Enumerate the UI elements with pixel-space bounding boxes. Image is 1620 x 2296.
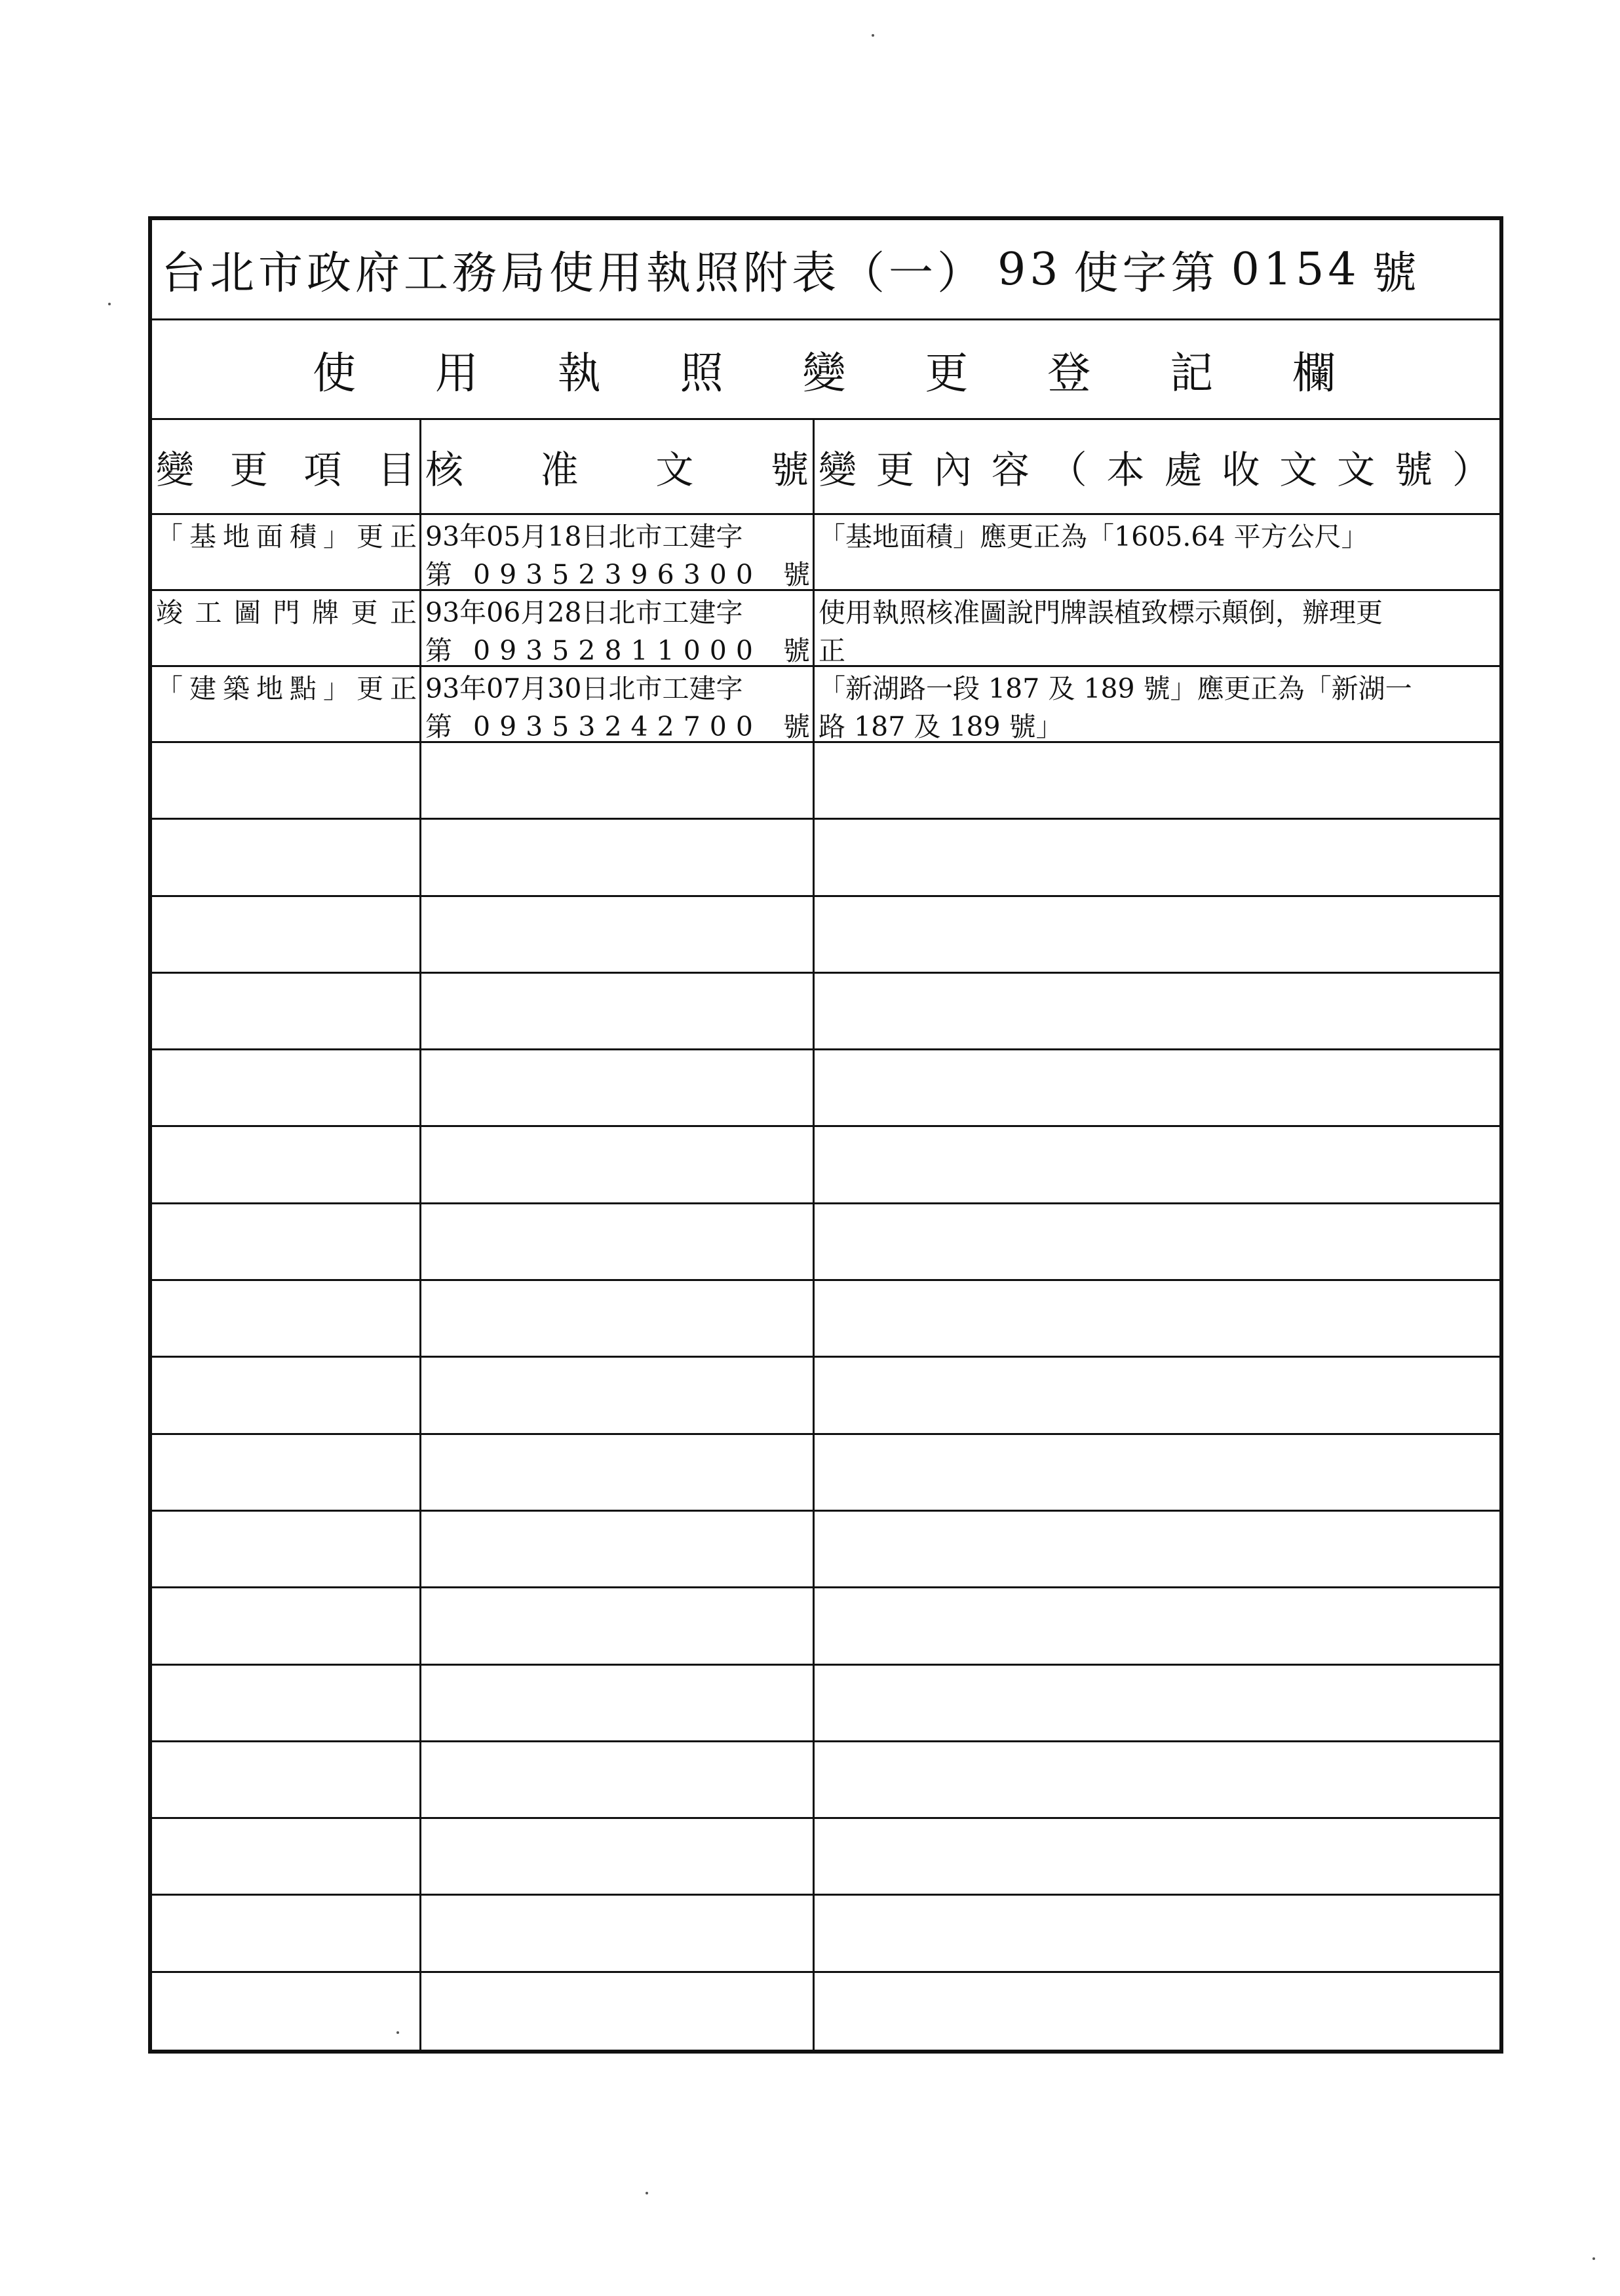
heading-char: 執 <box>557 348 601 398</box>
heading-char: 記 <box>1170 348 1214 398</box>
scan-speck <box>108 303 111 305</box>
empty-table-row <box>152 1204 1499 1281</box>
heading-char: 變 <box>802 348 846 398</box>
approval-date-line: 93年05月18日北市工建字 <box>425 521 743 552</box>
empty-cell <box>421 1896 815 1970</box>
header-char: 內 <box>933 448 972 492</box>
approval-date-line: 93年07月30日北市工建字 <box>425 673 743 704</box>
empty-cell <box>152 1204 421 1279</box>
empty-cell <box>421 1435 815 1510</box>
empty-cell <box>421 1819 815 1894</box>
table-header-row <box>152 420 1499 515</box>
empty-cell <box>815 1358 1499 1432</box>
empty-cell <box>152 1819 421 1894</box>
empty-cell <box>152 1973 421 2050</box>
empty-cell <box>815 1742 1499 1817</box>
approval-number: 09352811000 <box>473 635 762 665</box>
change-content-cell <box>815 591 1499 665</box>
empty-cell <box>815 1896 1499 1970</box>
empty-cell <box>815 1281 1499 1356</box>
empty-cell <box>815 1666 1499 1740</box>
change-item-cell: 「基地面積」更正 <box>152 515 421 589</box>
empty-cell <box>152 1281 421 1356</box>
header-char: 號 <box>770 448 809 492</box>
approval-number: 09352396300 <box>473 559 762 589</box>
empty-cell <box>421 1742 815 1817</box>
header-char: 處 <box>1164 448 1203 492</box>
empty-cell <box>421 1588 815 1663</box>
table-row <box>152 667 1499 743</box>
heading-char: 用 <box>434 348 478 398</box>
empty-table-row <box>152 1666 1499 1742</box>
empty-cell <box>815 1512 1499 1586</box>
empty-cell <box>815 743 1499 818</box>
empty-cell <box>815 1127 1499 1202</box>
content-line: 使用執照核准圖說門牌誤植致標示顛倒，辦理更 <box>819 597 1383 628</box>
form-title <box>152 220 1499 320</box>
header-char: （ <box>1049 448 1087 492</box>
empty-cell <box>421 820 815 894</box>
heading-char: 更 <box>925 348 969 398</box>
change-item-cell: 「建築地點」更正 <box>152 667 421 741</box>
column-header-content <box>815 420 1499 513</box>
empty-table-row <box>152 1973 1499 2050</box>
empty-cell <box>421 743 815 818</box>
empty-cell <box>421 1358 815 1432</box>
empty-cell <box>815 1588 1499 1663</box>
approval-number-line <box>425 708 810 741</box>
approval-number-cell <box>421 667 815 741</box>
header-char: 更 <box>229 448 268 492</box>
change-item-cell: 竣工圖門牌更正 <box>152 591 421 665</box>
scan-speck <box>396 2031 399 2034</box>
empty-table-row <box>152 1588 1499 1665</box>
header-char: 文 <box>655 448 694 492</box>
approval-suffix: 號 <box>782 559 810 589</box>
title-year: 93 <box>997 243 1062 296</box>
content-line: 「新湖路一段 187 及 189 號」應更正為「新湖一 <box>819 673 1412 704</box>
header-char: ） <box>1452 448 1490 492</box>
column-header-item <box>152 420 421 513</box>
empty-cell <box>152 1358 421 1432</box>
header-char: 更 <box>876 448 914 492</box>
empty-cell <box>815 1050 1499 1125</box>
empty-cell <box>152 1050 421 1125</box>
content-line: 「基地面積」應更正為「1605.64 平方公尺」 <box>819 521 1368 552</box>
title-mid: 使字第 <box>1073 247 1220 299</box>
license-change-form <box>148 216 1503 2054</box>
table-row <box>152 515 1499 591</box>
empty-cell <box>152 974 421 1048</box>
title-suffix: 號 <box>1372 247 1421 299</box>
header-char: 號 <box>1395 448 1433 492</box>
empty-cell <box>421 1127 815 1202</box>
empty-cell <box>815 1973 1499 2050</box>
approval-prefix: 第 <box>425 559 452 589</box>
approval-prefix: 第 <box>425 711 452 741</box>
empty-cell <box>421 1973 815 2050</box>
empty-table-row <box>152 897 1499 974</box>
empty-cell <box>421 1666 815 1740</box>
empty-table-row <box>152 1358 1499 1434</box>
empty-cell <box>152 1742 421 1817</box>
scan-speck <box>1592 2257 1595 2260</box>
empty-cell <box>815 897 1499 972</box>
approval-number-line <box>425 632 810 665</box>
empty-table-row <box>152 1512 1499 1588</box>
header-char: 收 <box>1222 448 1260 492</box>
empty-cell <box>152 897 421 972</box>
table-row <box>152 591 1499 667</box>
empty-cell <box>815 1819 1499 1894</box>
header-char: 變 <box>819 448 857 492</box>
header-char: 目 <box>377 448 415 492</box>
empty-table-row <box>152 1050 1499 1127</box>
empty-cell <box>152 1666 421 1740</box>
empty-table-row <box>152 743 1499 820</box>
empty-cell <box>421 1512 815 1586</box>
approval-number-cell <box>421 515 815 589</box>
empty-table-row <box>152 1127 1499 1204</box>
empty-cell <box>815 974 1499 1048</box>
empty-table-row <box>152 1819 1499 1896</box>
heading-char: 欄 <box>1292 348 1336 398</box>
empty-cell <box>152 1435 421 1510</box>
change-table <box>152 420 1499 2050</box>
title-number: 0154 <box>1231 243 1360 296</box>
empty-cell <box>421 1050 815 1125</box>
content-line: 正 <box>819 635 845 665</box>
empty-table-row <box>152 820 1499 896</box>
title-prefix: 台北市政府工務局使用執照附表（一） <box>161 247 986 299</box>
scan-speck <box>646 2192 648 2194</box>
scan-speck <box>872 34 874 37</box>
header-char: 文 <box>1279 448 1318 492</box>
approval-date-line: 93年06月28日北市工建字 <box>425 597 743 628</box>
empty-cell <box>815 820 1499 894</box>
heading-char: 照 <box>680 348 723 398</box>
approval-suffix: 號 <box>782 635 810 665</box>
empty-cell <box>152 1127 421 1202</box>
empty-table-row <box>152 974 1499 1050</box>
heading-char: 登 <box>1047 348 1091 398</box>
approval-number: 09353242700 <box>473 711 762 741</box>
header-char: 容 <box>991 448 1030 492</box>
section-heading <box>152 320 1499 420</box>
header-char: 項 <box>303 448 342 492</box>
empty-cell <box>152 1588 421 1663</box>
empty-table-row <box>152 1281 1499 1358</box>
header-char: 文 <box>1337 448 1376 492</box>
empty-table-row <box>152 1742 1499 1819</box>
approval-prefix: 第 <box>425 635 452 665</box>
empty-cell <box>815 1204 1499 1279</box>
heading-char: 使 <box>313 348 356 398</box>
header-char: 准 <box>540 448 579 492</box>
content-line: 路 187 及 189 號」 <box>819 711 1063 741</box>
change-content-cell <box>815 667 1499 741</box>
empty-cell <box>421 897 815 972</box>
header-char: 本 <box>1106 448 1145 492</box>
empty-cell <box>152 1512 421 1586</box>
approval-number-line <box>425 556 810 589</box>
empty-table-row <box>152 1896 1499 1972</box>
header-char: 變 <box>156 448 195 492</box>
change-content-cell <box>815 515 1499 589</box>
approval-number-cell <box>421 591 815 665</box>
approval-suffix: 號 <box>782 711 810 741</box>
empty-cell <box>152 820 421 894</box>
column-header-approval <box>421 420 815 513</box>
empty-cell <box>152 743 421 818</box>
empty-cell <box>152 1896 421 1970</box>
empty-cell <box>421 974 815 1048</box>
header-char: 核 <box>425 448 464 492</box>
empty-cell <box>421 1204 815 1279</box>
empty-cell <box>815 1435 1499 1510</box>
empty-cell <box>421 1281 815 1356</box>
empty-table-row <box>152 1435 1499 1512</box>
